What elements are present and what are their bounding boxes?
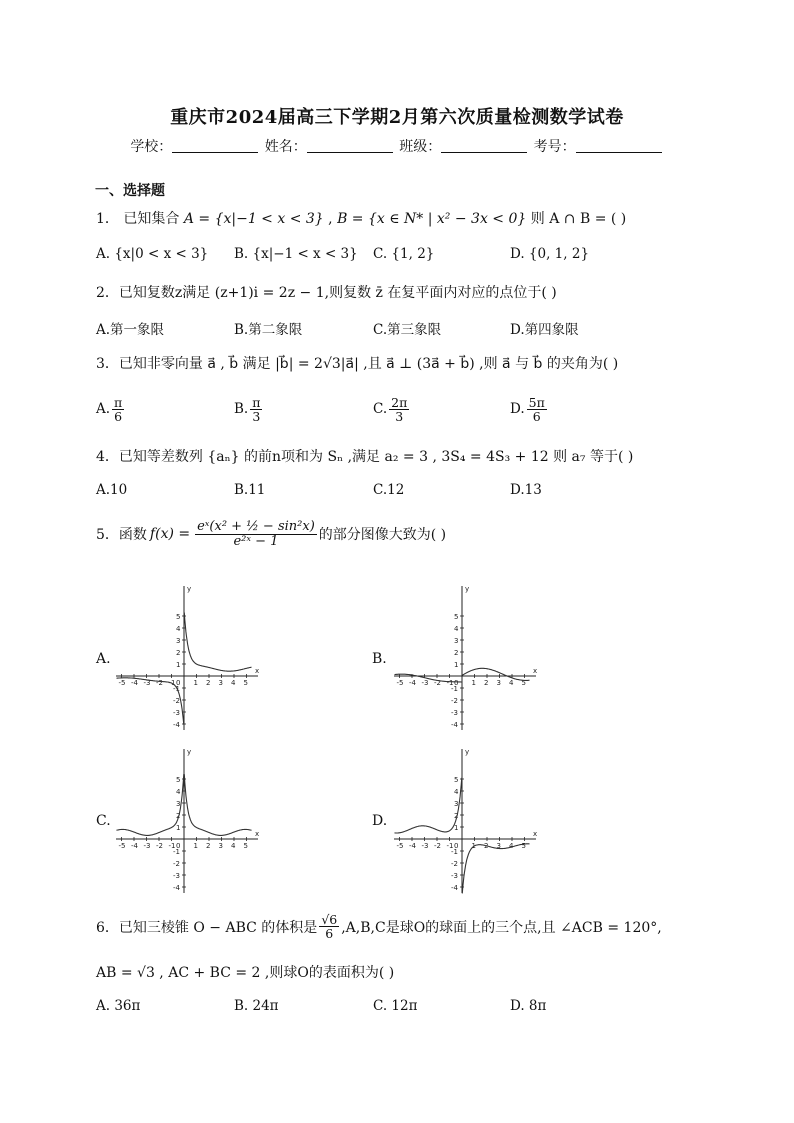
q3-a-num: π (114, 395, 123, 410)
graph-b-label[interactable]: B. (372, 651, 387, 667)
y-tick-label: 4 (176, 788, 181, 796)
q3-c-den: 3 (395, 409, 404, 425)
q2-stem: 已知复数z满足 (z+1)i = 2z − 1,则复数 z̄ 在复平面内对应的点位于( ) (118, 285, 557, 301)
q4-option-a[interactable]: A.10 (96, 482, 128, 498)
y-tick-label: 3 (454, 800, 459, 808)
x-tick-label: 1 (471, 842, 476, 850)
x-tick-label: 1 (193, 842, 198, 850)
y-tick-label: 3 (176, 637, 181, 645)
graph-d[interactable] (390, 745, 540, 897)
q3-c-num: 2π (391, 395, 408, 410)
y-tick-label: 5 (176, 613, 181, 621)
x-tick-label: -5 (396, 679, 404, 687)
q3-option-b[interactable] (234, 396, 264, 423)
q3-a-den: 6 (114, 409, 123, 425)
q3-b-letter: B. (234, 401, 249, 418)
y-axis-label: y (187, 585, 192, 593)
x-tick-label: 5 (243, 842, 248, 850)
y-tick-label: 2 (454, 812, 459, 820)
y-tick-label: -2 (173, 697, 180, 705)
x-axis-label: x (533, 830, 538, 838)
q4-stem: 已知等差数列 {aₙ} 的前n项和为 Sₙ ,满足 a₂ = 3 , 3S₄ = 4S₃ + 12 则 a₇ 等于( ) (118, 449, 634, 465)
curve-left (395, 778, 462, 833)
class-blank[interactable] (441, 138, 527, 153)
x-tick-label: -5 (118, 842, 126, 850)
name-label: 姓名： (264, 139, 307, 155)
q3-a-letter: A. (96, 401, 111, 418)
q2-option-b[interactable]: B.第二象限 (234, 322, 303, 338)
graph-a[interactable] (112, 582, 262, 734)
x-tick-label: 2 (206, 842, 211, 850)
y-axis-label: y (187, 748, 192, 756)
y-tick-label: 1 (176, 661, 181, 669)
q2-number: 2． (96, 285, 119, 301)
x-tick-label: -3 (421, 842, 429, 850)
q5-fraction (195, 520, 317, 548)
curve-right (184, 613, 251, 672)
x-tick-label: -3 (143, 842, 151, 850)
y-tick-label: -3 (451, 709, 458, 717)
x-tick-label: -2 (156, 679, 163, 687)
x-tick-label: 4 (231, 679, 236, 687)
x-tick-label: 3 (218, 679, 223, 687)
q6-frac-num: √6 (321, 912, 338, 927)
x-tick-label: -3 (143, 679, 151, 687)
q6-stem: 已知三棱锥 O − ABC 的体积是 (118, 919, 318, 936)
origin-label: 0 (176, 679, 181, 687)
y-tick-label: 5 (454, 776, 459, 784)
question-6-cont: AB = √3 , AC + BC = 2 ,则球O的表面积为( ) (96, 965, 395, 981)
q4-option-b[interactable]: B.11 (234, 482, 266, 498)
x-tick-label: 2 (206, 679, 211, 687)
q3-number: 3． (96, 356, 119, 372)
x-tick-label: 4 (509, 842, 514, 850)
y-tick-label: -2 (451, 860, 458, 868)
q1-option-a[interactable]: A. {x|0 < x < 3} (96, 246, 209, 262)
q1-stem-end: 则 A ∩ B = ( ) (530, 211, 627, 227)
q2-option-a[interactable]: A.第一象限 (96, 322, 165, 338)
y-tick-label: 2 (176, 649, 181, 657)
x-tick-label: 3 (218, 842, 223, 850)
y-tick-label: -3 (173, 709, 180, 717)
y-tick-label: -1 (173, 848, 180, 856)
x-tick-label: -4 (409, 842, 416, 850)
y-tick-label: -4 (173, 721, 180, 729)
q6-option-d[interactable]: D. 8π (510, 998, 547, 1014)
q5-number: 5． (96, 527, 119, 544)
student-info-line (0, 136, 794, 156)
q6-option-b[interactable]: B. 24π (234, 998, 279, 1014)
x-tick-label: -3 (421, 679, 429, 687)
y-tick-label: 2 (176, 812, 181, 820)
q1-option-b[interactable]: B. {x|−1 < x < 3} (234, 246, 358, 262)
curve-right (184, 774, 251, 835)
q5-denominator: e²ˣ − 1 (233, 533, 279, 549)
y-tick-label: -2 (451, 697, 458, 705)
y-tick-label: -3 (451, 872, 458, 880)
x-tick-label: -2 (434, 679, 441, 687)
section-heading: 一、选择题 (95, 183, 165, 199)
y-tick-label: 3 (176, 800, 181, 808)
x-tick-label: -4 (131, 842, 138, 850)
q4-number: 4． (96, 449, 119, 465)
q3-b-num: π (252, 395, 261, 410)
x-tick-label: -2 (156, 842, 163, 850)
y-tick-label: -2 (173, 860, 180, 868)
q3-option-c[interactable] (373, 396, 411, 423)
y-tick-label: -1 (451, 848, 458, 856)
x-tick-label: 5 (521, 842, 526, 850)
q1-stem: 已知集合 (123, 211, 180, 227)
x-tick-label: -5 (118, 679, 126, 687)
q3-option-d[interactable] (510, 396, 549, 423)
x-tick-label: -1 (446, 842, 454, 850)
q6-number: 6． (96, 919, 119, 936)
x-tick-label: 3 (496, 679, 501, 687)
graph-a-label[interactable]: A. (96, 651, 111, 667)
x-axis-label: x (255, 667, 260, 675)
y-tick-label: 4 (454, 625, 459, 633)
q3-a-fraction (112, 396, 124, 423)
q6-fraction (319, 913, 339, 940)
q4-option-c[interactable]: C.12 (373, 482, 405, 498)
x-tick-label: -4 (409, 679, 416, 687)
q3-d-den: 6 (532, 409, 541, 425)
y-tick-label: 4 (176, 625, 181, 633)
origin-label: 0 (176, 842, 181, 850)
question-5 (96, 520, 446, 548)
x-tick-label: -5 (396, 842, 404, 850)
q3-d-num: 5π (528, 395, 545, 410)
y-tick-label: -4 (451, 884, 458, 892)
y-tick-label: 1 (454, 661, 459, 669)
origin-label: 0 (454, 679, 459, 687)
y-axis-label: y (465, 748, 470, 756)
q1-set-a: A = {x|−1 < x < 3} (183, 211, 324, 227)
school-blank[interactable] (172, 138, 258, 153)
q3-b-fraction (250, 396, 262, 423)
curve-right (462, 844, 529, 894)
q5-numerator: eˣ(x² + ½ − sin²x) (197, 519, 315, 534)
x-tick-label: 2 (484, 679, 489, 687)
y-tick-label: 5 (454, 613, 459, 621)
x-axis-label: x (533, 667, 538, 675)
y-tick-label: -4 (173, 884, 180, 892)
q1-set-b: B = {x ∈ N* | x² − 3x < 0} (337, 211, 527, 227)
x-axis-label: x (255, 830, 260, 838)
q6-stem-mid: ,A,B,C是球O的球面上的三个点,且 ∠ACB = 120°, (341, 919, 662, 936)
graph-c-label[interactable]: C. (96, 813, 111, 829)
graph-c[interactable] (112, 745, 262, 897)
q6-option-a[interactable]: A. 36π (96, 998, 141, 1014)
question-1: 1． 已知集合 A = {x|−1 < x < 3} , B = {x ∈ N* | x² − 3x < 0} 则 A ∩ B = ( ) (96, 211, 627, 227)
q1-option-d[interactable]: D. {0, 1, 2} (510, 246, 590, 262)
x-tick-label: 1 (193, 679, 198, 687)
x-tick-label: 3 (496, 842, 501, 850)
name-blank[interactable] (307, 138, 393, 153)
page-title: 重庆市2024届高三下学期2月第六次质量检测数学试卷 (170, 107, 624, 128)
x-tick-label: -2 (434, 842, 441, 850)
y-tick-label: 5 (176, 776, 181, 784)
question-3 (96, 353, 618, 373)
curve-left (117, 774, 184, 835)
x-tick-label: 4 (231, 842, 236, 850)
x-tick-label: 5 (243, 679, 248, 687)
y-tick-label: 4 (454, 788, 459, 796)
q3-stem: 已知非零向量 a⃗ , b⃗ 满足 |b⃗| = 2√3|a⃗| ,且 a⃗ ⊥ (3a⃗ + b⃗) ,则 a⃗ 与 b⃗ 的夹角为( ) (118, 356, 619, 372)
graph-d-label[interactable]: D. (372, 813, 388, 829)
origin-label: 0 (454, 842, 459, 850)
school-label: 学校： (130, 139, 173, 155)
q5-stem-end: 的部分图像大致为( ) (318, 527, 447, 544)
y-tick-label: -1 (451, 685, 458, 693)
q5-stem: 函数 (118, 527, 147, 544)
q2-option-c[interactable]: C.第三象限 (373, 322, 442, 338)
x-tick-label: 5 (521, 679, 526, 687)
q3-c-fraction (389, 396, 409, 423)
question-2 (96, 282, 557, 302)
exam-no-blank[interactable] (576, 138, 662, 153)
q3-c-letter: C. (373, 401, 388, 418)
class-label: 班级： (399, 139, 442, 155)
q2-option-d[interactable]: D.第四象限 (510, 322, 579, 338)
x-tick-label: -1 (168, 679, 176, 687)
x-tick-label: -1 (168, 842, 176, 850)
x-tick-label: 1 (471, 679, 476, 687)
x-tick-label: -4 (131, 679, 138, 687)
y-tick-label: 3 (454, 637, 459, 645)
y-tick-label: -4 (451, 721, 458, 729)
q3-option-a[interactable] (96, 396, 126, 423)
y-tick-label: 1 (176, 824, 181, 832)
y-tick-label: 2 (454, 649, 459, 657)
y-tick-label: -1 (173, 685, 180, 693)
q3-b-den: 3 (252, 409, 261, 425)
y-tick-label: 1 (454, 824, 459, 832)
x-tick-label: 4 (509, 679, 514, 687)
q1-option-c[interactable]: C. {1, 2} (373, 246, 435, 262)
q3-d-letter: D. (510, 401, 525, 418)
q6-frac-den: 6 (325, 926, 334, 942)
question-6 (96, 913, 662, 940)
y-tick-label: -3 (173, 872, 180, 880)
graph-b[interactable] (390, 582, 540, 734)
q6-option-c[interactable]: C. 12π (373, 998, 418, 1014)
question-4 (96, 446, 633, 466)
exam-no-label: 考号： (533, 139, 576, 155)
q3-d-fraction (527, 396, 547, 423)
q5-fx: f(x) = (149, 526, 191, 543)
y-axis-label: y (465, 585, 470, 593)
x-tick-label: -1 (446, 679, 454, 687)
q1-number: 1． (96, 211, 119, 227)
q4-option-d[interactable]: D.13 (510, 482, 542, 498)
x-tick-label: 2 (484, 842, 489, 850)
